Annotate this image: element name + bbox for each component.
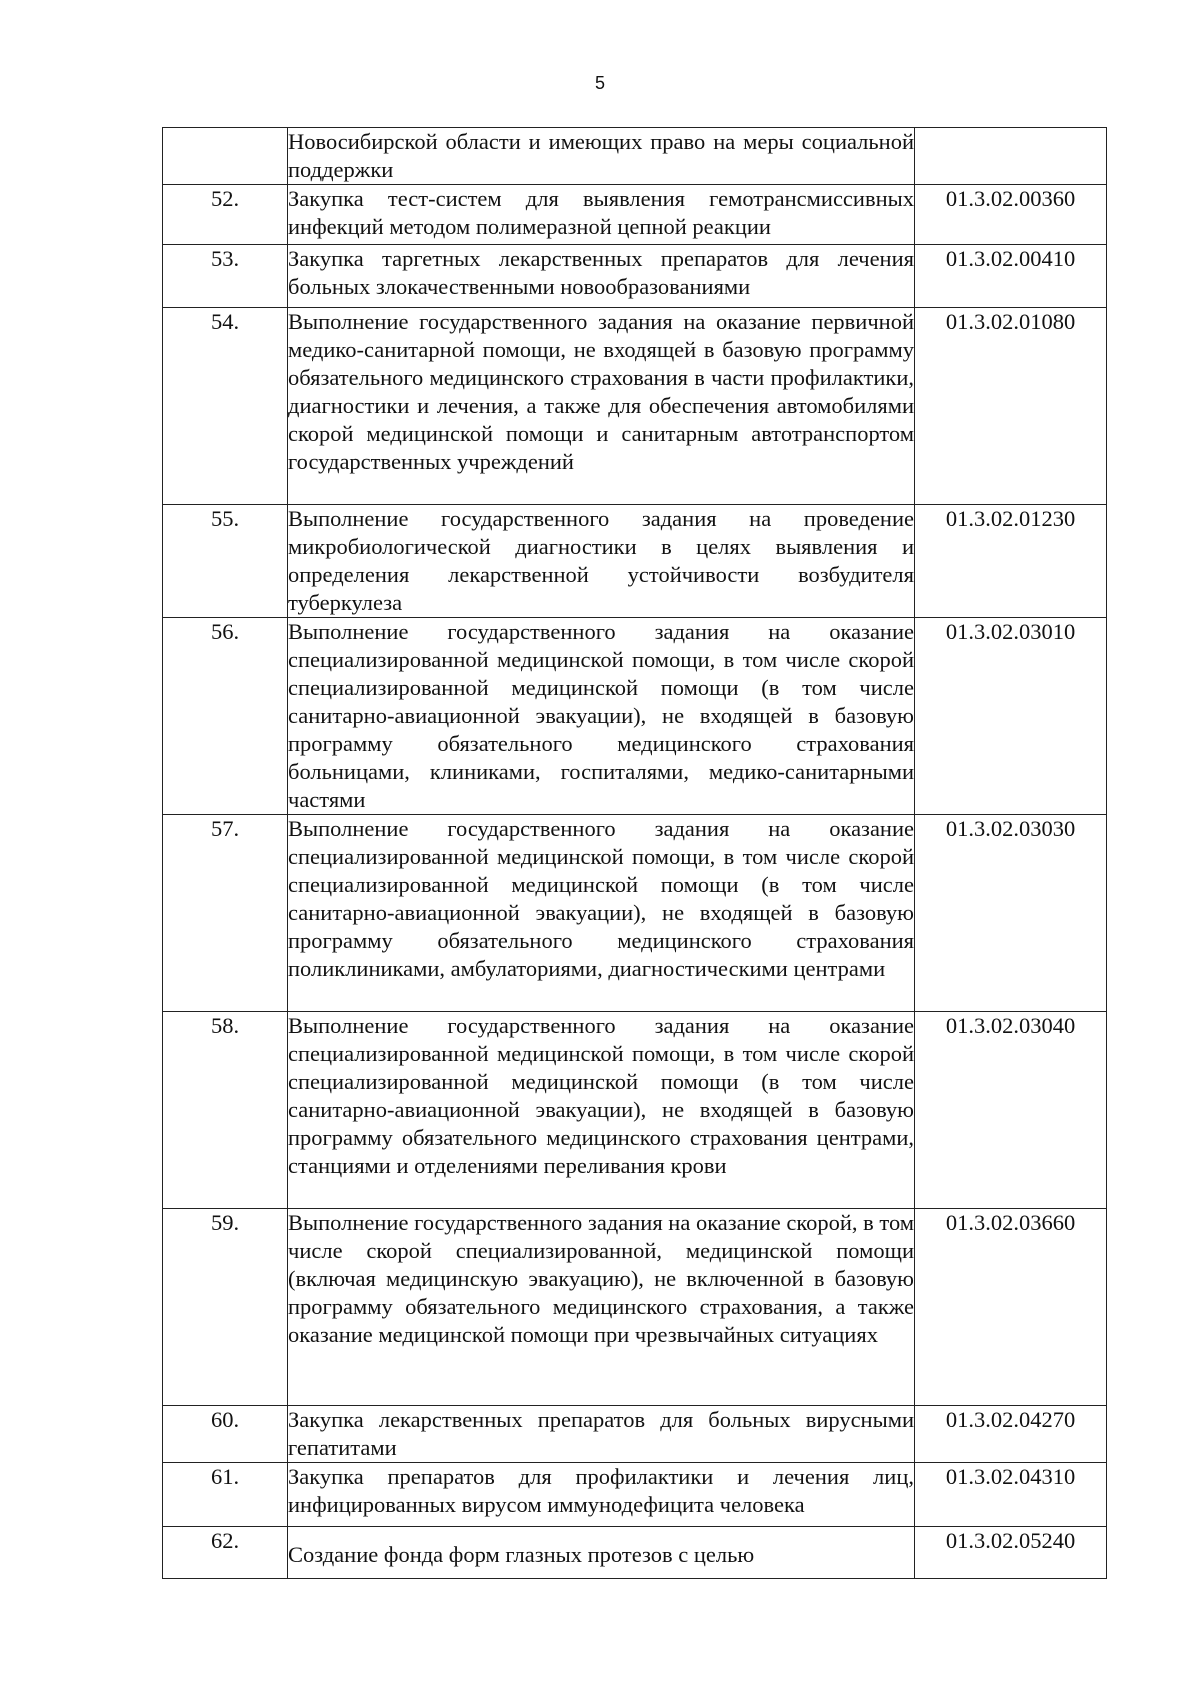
row-code: 01.3.02.01080 [915, 308, 1107, 505]
row-number: 60. [163, 1406, 288, 1463]
row-number: 59. [163, 1209, 288, 1406]
row-number: 57. [163, 815, 288, 1012]
table-row [163, 505, 1107, 618]
row-number: 62. [163, 1527, 288, 1579]
row-description: Закупка таргетных лекарственных препаратов для лечения больных злокачественными новообразованиями [288, 245, 915, 308]
table-row [163, 1012, 1107, 1209]
row-description: Выполнение государственного задания на оказание скорой, в том числе скорой специализированной, медицинской помощи (включая медицинскую эвакуацию), не включенной в базовую программу обязательного медицинского страхования, а также оказание медицинской помощи при чрезвычайных ситуациях [288, 1209, 915, 1406]
table-row [163, 1209, 1107, 1406]
row-number: 58. [163, 1012, 288, 1209]
row-description: Выполнение государственного задания на проведение микробиологической диагностики в целях выявления и определения лекарственной устойчивости возбудителя туберкулеза [288, 505, 915, 618]
row-description: Выполнение государственного задания на оказание специализированной медицинской помощи, в том числе скорой специализированной медицинской помощи (в том числе санитарно-авиационной эвакуации), не входящей в базовую программу обязательного медицинского страхования поликлиниками, амбулаториями, диагностическими центрами [288, 815, 915, 1012]
row-description: Закупка лекарственных препаратов для больных вирусными гепатитами [288, 1406, 915, 1463]
table-row [163, 128, 1107, 185]
row-description: Закупка препаратов для профилактики и лечения лиц, инфицированных вирусом иммунодефицита человека [288, 1463, 915, 1527]
row-number: 53. [163, 245, 288, 308]
program-items-table [162, 127, 1107, 1579]
row-description: Создание фонда форм глазных протезов с целью [288, 1527, 915, 1579]
row-code: 01.3.02.03660 [915, 1209, 1107, 1406]
row-code: 01.3.02.04270 [915, 1406, 1107, 1463]
page-number: 5 [594, 73, 605, 93]
table-row [163, 245, 1107, 308]
table-row [163, 1406, 1107, 1463]
row-description: Выполнение государственного задания на оказание первичной медико-санитарной помощи, не входящей в базовую программу обязательного медицинского страхования в части профилактики, диагностики и лечения, а также для обеспечения автомобилями скорой медицинской помощи и санитарным автотранспортом государственных учреждений [288, 308, 915, 505]
row-number [163, 128, 288, 185]
row-number: 52. [163, 185, 288, 245]
table-row [163, 308, 1107, 505]
row-number: 54. [163, 308, 288, 505]
row-number: 61. [163, 1463, 288, 1527]
row-description: Новосибирской области и имеющих право на меры социальной поддержки [288, 128, 915, 185]
row-description: Выполнение государственного задания на оказание специализированной медицинской помощи, в том числе скорой специализированной медицинской помощи (в том числе санитарно-авиационной эвакуации), не входящей в базовую программу обязательного медицинского страхования центрами, станциями и отделениями переливания крови [288, 1012, 915, 1209]
table-row [163, 185, 1107, 245]
row-code: 01.3.02.03010 [915, 618, 1107, 815]
row-code: 01.3.02.03030 [915, 815, 1107, 1012]
row-number: 56. [163, 618, 288, 815]
row-code [915, 128, 1107, 185]
row-number: 55. [163, 505, 288, 618]
row-code: 01.3.02.03040 [915, 1012, 1107, 1209]
row-description: Выполнение государственного задания на оказание специализированной медицинской помощи, в том числе скорой специализированной медицинской помощи (в том числе санитарно-авиационной эвакуации), не входящей в базовую программу обязательного медицинского страхования больницами, клиниками, госпиталями, медико-санитарными частями [288, 618, 915, 815]
row-code: 01.3.02.00360 [915, 185, 1107, 245]
table-row [163, 815, 1107, 1012]
row-code: 01.3.02.05240 [915, 1527, 1107, 1579]
row-code: 01.3.02.01230 [915, 505, 1107, 618]
table-row [163, 618, 1107, 815]
table-row [163, 1463, 1107, 1527]
row-code: 01.3.02.00410 [915, 245, 1107, 308]
row-description: Закупка тест-систем для выявления гемотрансмиссивных инфекций методом полимеразной цепной реакции [288, 185, 915, 245]
table-row [163, 1527, 1107, 1579]
row-code: 01.3.02.04310 [915, 1463, 1107, 1527]
